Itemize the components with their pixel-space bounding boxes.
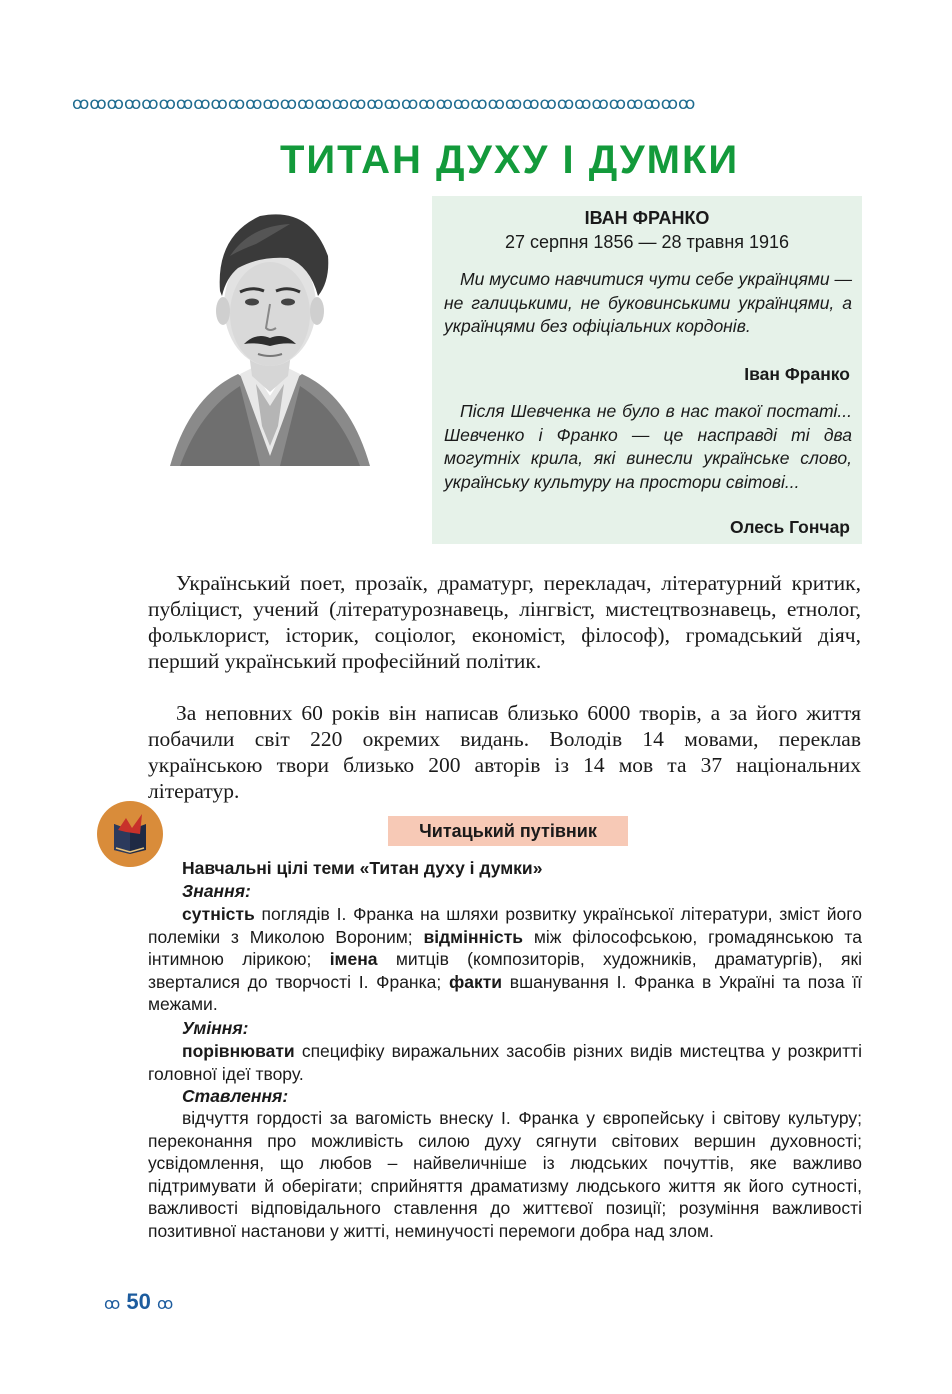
quote-franko-text: Ми мусимо навчитися чути себе українцями — не галицькими, не буковинськими українцями, а українцями без офіціальних кордонів.	[444, 269, 852, 336]
goals-title: Навчальні цілі теми «Титан духу і думки»	[182, 858, 543, 878]
k-text-1: поглядів І. Франка на шляхи розвитку української літератури, зміст його полеміки з Миколою Вороним;	[148, 904, 862, 947]
k-text-3: митців (композиторів, художників, драматургів), які зверталися до творчості І. Франка;	[148, 949, 862, 992]
quote-honchar-text: Після Шевченка не було в нас такої постаті... Шевченко і Франко — це насправді ті два могутніх крила, які винесли українське слово, українську культуру на простори світові...	[444, 401, 852, 492]
intro-p1-text: Український поет, прозаїк, драматург, перекладач, літературний критик, публіцист, учений (літературознавець, лінгвіст, мистецтвознавець, етнолог, фольклорист, історик, соціолог, економіст, філософ), громадський діяч, перший український професійний політик.	[148, 571, 861, 673]
skills-label: Уміння:	[182, 1018, 249, 1038]
author-dates: 27 серпня 1856 — 28 травня 1916	[504, 232, 790, 252]
page-number-ornament-left: ꝏ	[104, 1294, 121, 1313]
intro-paragraph-1	[148, 570, 861, 674]
knowledge-text	[148, 903, 862, 1016]
k-text-2: між філософською, громадянською та інтимною лірикою;	[148, 926, 862, 970]
intro-p2-text: За неповних 60 років він написав близько 6000 творів, а за його життя побачили світ 220 окремих видань. Володів 14 мовами, переклав українською твори близько 200 авторів із 14 мов та 37 національних літератур.	[148, 701, 861, 803]
k-text-4: вшанування І. Франка в Україні та поза її межами.	[148, 971, 862, 1015]
intro-paragraph-2	[148, 700, 861, 804]
page-number	[104, 1288, 204, 1316]
page-title: ТИТАН ДУХУ І ДУМКИ	[280, 138, 740, 182]
s-text-1: специфіку виражальних засобів різних видів мистецтва у розкритті головної ідеї твору.	[148, 1041, 862, 1084]
knowledge-label: Знання:	[182, 881, 251, 901]
k-bold-1: сутність	[182, 904, 255, 924]
portrait-image	[160, 196, 380, 476]
top-ornament: ꝏꝏꝏꝏꝏꝏꝏꝏꝏꝏꝏꝏꝏꝏꝏꝏꝏꝏꝏꝏꝏꝏꝏꝏꝏꝏꝏꝏꝏꝏꝏꝏꝏꝏꝏꝏ	[72, 94, 696, 114]
quote-franko	[444, 268, 852, 339]
attitude-body: відчуття гордості за вагомість внеску І. Франка у європейську і світову культуру; переконання про можливість силою духу сягнути світових вершин духовності; усвідомлення, що любов – найвеличніше із людських почуттів, яке важливо підтримувати й оберігати; сприйняття драматизму людського життя як його сутності, важливості відповідального ставлення до життєвої позиції; розуміння важливості позитивної настанови у житті, неминучості перемоги добра над злом.	[148, 1108, 862, 1241]
reader-guide-label: Читацький путівник	[388, 816, 628, 846]
page-number-ornament-right: ꝏ	[157, 1294, 174, 1313]
k-bold-3: імена	[329, 949, 378, 970]
quote-honchar	[444, 400, 852, 494]
quote-box	[432, 196, 862, 544]
s-bold-1: порівнювати	[182, 1041, 295, 1061]
k-bold-4: факти	[448, 971, 503, 992]
skills-text	[148, 1040, 862, 1085]
attitude-text	[148, 1107, 862, 1243]
author-name: ІВАН ФРАНКО	[584, 208, 710, 228]
page-number-value: 50	[126, 1289, 151, 1314]
reader-guide-icon	[96, 800, 164, 868]
k-bold-2: відмінність	[423, 926, 524, 947]
attitude-label: Ставлення:	[182, 1086, 289, 1106]
quote-franko-author: Іван Франко	[744, 364, 850, 384]
quote-honchar-author: Олесь Гончар	[729, 517, 850, 537]
